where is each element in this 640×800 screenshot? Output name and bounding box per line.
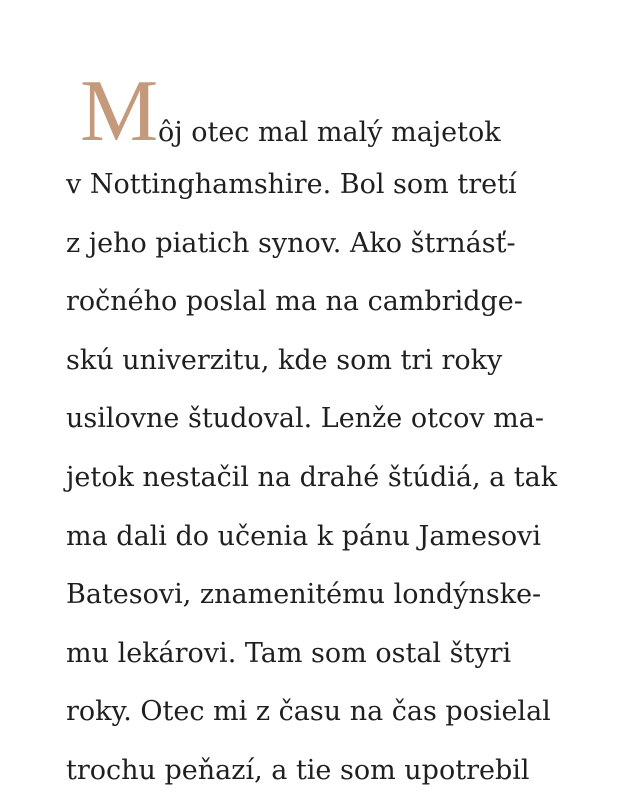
text-line: roky. Otec mi z času na čas posielal — [66, 696, 551, 727]
text-line: z jeho piatich synov. Ako štrnásť- — [66, 228, 516, 259]
text-line: usilovne študoval. Lenže otcov ma- — [66, 403, 544, 434]
text-line: mu lekárovi. Tam som ostal štyri — [66, 638, 512, 669]
drop-cap: M — [80, 63, 159, 160]
text-line: jetok nestačil na drahé štúdiá, a tak — [66, 462, 558, 493]
text-line: ma dali do učenia k pánu Jamesovi — [66, 521, 542, 552]
text-line: trochu peňazí, a tie som upotrebil — [66, 755, 530, 786]
text-line: Batesovi, znamenitému londýnske- — [66, 579, 542, 610]
text-line: ročného poslal ma na cambridge- — [66, 286, 523, 317]
text-line: ôj otec mal malý majetok — [158, 117, 501, 148]
text-line: skú univerzitu, kde som tri roky — [66, 345, 503, 376]
text-line: v Nottinghamshire. Bol som tretí — [66, 169, 517, 200]
